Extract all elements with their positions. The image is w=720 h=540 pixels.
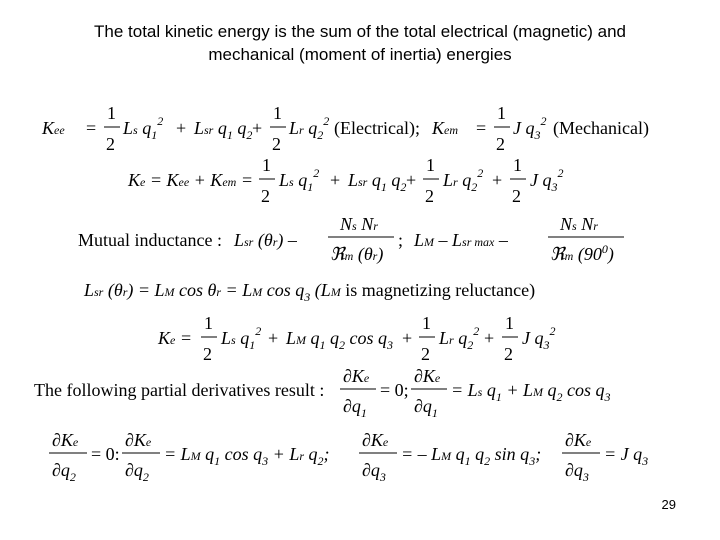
equation-partials-1 xyxy=(34,366,611,420)
svg-text:+: + xyxy=(402,328,413,348)
lsr-theta: Lsr (θr) – xyxy=(234,230,297,250)
svg-text:1: 1 xyxy=(513,155,522,175)
svg-text:∂Ke: ∂Ke xyxy=(125,430,152,450)
svg-text:+: + xyxy=(484,328,495,348)
svg-text:J q32: J $q_3^2$ xyxy=(522,324,556,352)
frac-num: 1 xyxy=(107,103,116,123)
svg-text:2: 2 xyxy=(203,344,212,364)
svg-text:1: 1 xyxy=(422,313,431,333)
equation-ke-expanded xyxy=(157,313,556,364)
svg-text:∂Ke: ∂Ke xyxy=(362,430,389,450)
equation-partials-2 xyxy=(49,430,648,484)
mutual-label: Mutual inductance : xyxy=(78,230,222,250)
svg-text:Ls q12: Ls $q_1^2$ xyxy=(221,324,262,352)
eq2-lhs: Ke = Kee + Kem = xyxy=(128,170,253,190)
eq1-equals2: = xyxy=(476,118,487,138)
mechanical-label: (Mechanical) xyxy=(553,118,649,138)
rm-90: ℜm $(90^0)$ xyxy=(550,242,614,264)
svg-text:2: 2 xyxy=(425,186,434,206)
svg-text:∂q1: $\partial q_1$ xyxy=(414,396,438,420)
svg-text:1: 1 xyxy=(204,313,213,333)
svg-text:∂q2: $\partial q_2$ xyxy=(52,460,76,484)
equations-block xyxy=(0,90,720,500)
eq1-plus2: + xyxy=(252,118,263,138)
svg-text:= 0;: = 0; xyxy=(380,380,409,400)
svg-text:∂Ke: ∂Ke xyxy=(343,366,370,386)
svg-text:Lsr q1 q2: Lsr $q_1$ $q_2$ xyxy=(348,170,407,194)
frac3-num: 1 xyxy=(497,103,506,123)
svg-text:∂q3: $\partial q_3$ xyxy=(362,460,386,484)
svg-text:∂Ke: ∂Ke xyxy=(414,366,441,386)
svg-text:2: 2 xyxy=(512,186,521,206)
svg-text:+: + xyxy=(406,170,417,190)
slide-title xyxy=(20,20,700,66)
equation-kee-kem xyxy=(41,103,649,154)
svg-text:= Ls q1 + LM q2 cos q3: = Ls $q_1$ + LM $q_2$ $\cos q_3$ xyxy=(451,380,611,404)
eq1-term4: J $q_3^2$ xyxy=(513,114,547,142)
rm-theta: ℜm (θr) xyxy=(330,244,384,264)
kee-label: Kee xyxy=(42,118,65,138)
equation-mutual-inductance xyxy=(78,214,624,265)
svg-text:1: 1 xyxy=(505,313,514,333)
ns-nr-2: Ns Nr xyxy=(560,214,598,234)
eq1-term1: Ls $q_1^2$ xyxy=(123,114,164,142)
svg-text:+: + xyxy=(268,328,279,348)
svg-text:2: 2 xyxy=(261,186,270,206)
svg-text:1: 1 xyxy=(426,155,435,175)
svg-text:+: + xyxy=(330,170,341,190)
eq1-term2: Lsr $q_1$ $q_2$ xyxy=(194,118,253,142)
svg-text:∂q2: $\partial q_2$ xyxy=(125,460,149,484)
svg-text:2: 2 xyxy=(504,344,513,364)
eq3-sep: ; xyxy=(398,230,404,250)
svg-text:Lr q22: Lr $q_2^2$ xyxy=(439,324,480,352)
svg-text:LM q1 q2 cos q3: LM $q_1$ $q_2$ $\cos q_3$ xyxy=(286,328,394,352)
ns-nr-1: Ns Nr xyxy=(340,214,378,234)
svg-text:1: 1 xyxy=(262,155,271,175)
svg-text:2: 2 xyxy=(421,344,430,364)
frac-den: 2 xyxy=(106,134,115,154)
svg-text:Lr q22: Lr $q_2^2$ xyxy=(443,166,484,194)
eq5-lhs: Ke = xyxy=(158,328,192,348)
electrical-label: (Electrical); xyxy=(334,118,420,138)
partials-label: The following partial derivatives result : xyxy=(34,380,325,400)
lm-lsrmax: LM – Lsr max – xyxy=(414,230,508,250)
svg-text:= LM q1 cos q3 + Lr q2;: = LM $q_1$ $\cos q_3 + Lr$ $q_2$; xyxy=(164,444,330,468)
svg-text:∂q3: $\partial q_3$ xyxy=(565,460,589,484)
eq1-plus1: + xyxy=(176,118,187,138)
title-line-2: mechanical (moment of inertia) energies xyxy=(208,45,512,64)
eq1-term3: Lr $q_2^2$ xyxy=(289,114,330,142)
svg-text:= 0:: = 0: xyxy=(91,444,120,464)
equation-lsr-cos xyxy=(83,280,535,304)
frac2-num: 1 xyxy=(273,103,282,123)
equation-ke-sum xyxy=(127,155,564,206)
svg-text:+: + xyxy=(492,170,503,190)
svg-text:Ls q12: Ls $q_1^2$ xyxy=(279,166,320,194)
title-line-1: The total kinetic energy is the sum of the total electrical (magnetic) and xyxy=(94,22,626,41)
svg-text:∂q1: $\partial q_1$ xyxy=(343,396,367,420)
page-number: 29 xyxy=(661,497,676,512)
frac3-den: 2 xyxy=(496,134,505,154)
kem-label: Kem xyxy=(432,118,459,138)
eq4-text: Lsr (θr) = LM cos θr = LM $\cos q_3$ (LM is magnetizing reluctance) xyxy=(84,280,536,304)
svg-text:∂Ke: ∂Ke xyxy=(52,430,79,450)
svg-text:= J q3: = J $q_3$ xyxy=(604,444,649,468)
svg-text:∂Ke: ∂Ke xyxy=(565,430,592,450)
svg-text:J q32: J $q_3^2$ xyxy=(530,166,564,194)
eq1-equals: = xyxy=(86,118,97,138)
frac2-den: 2 xyxy=(272,134,281,154)
svg-text:= – LM q1 q2 sin q3;: = – LM $q_1$ $q_2$ $\sin q_3$; xyxy=(401,444,542,468)
